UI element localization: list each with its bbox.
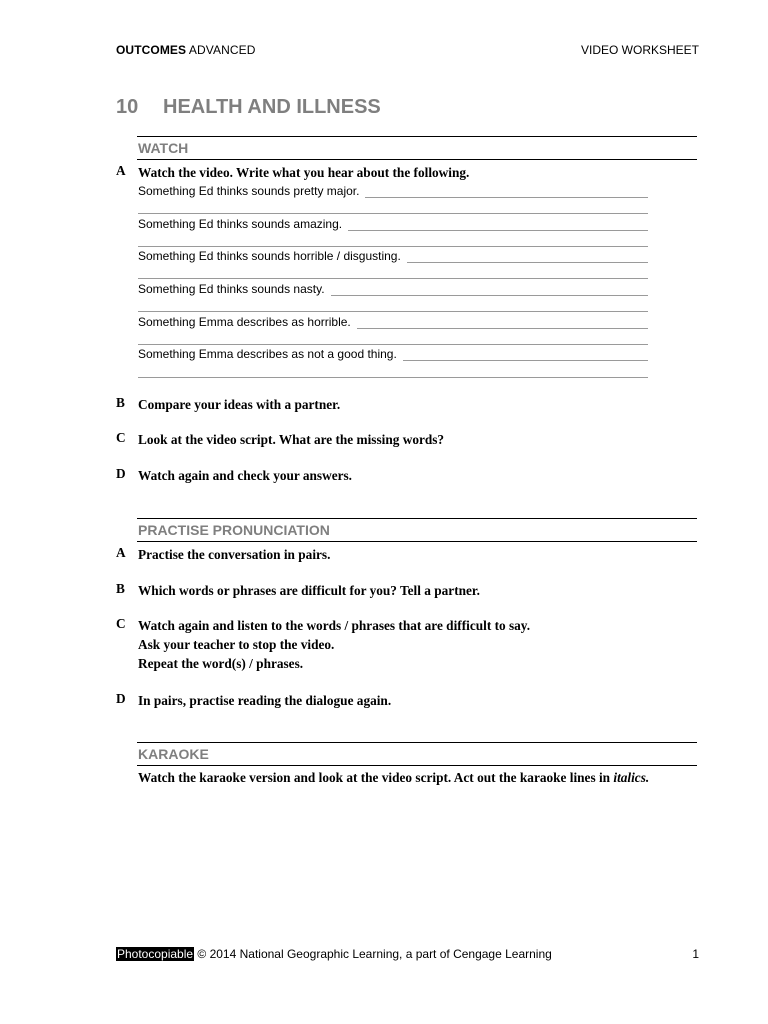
task-text: Which words or phrases are difficult for you? Tell a partner. <box>138 583 480 598</box>
prompt-row[interactable] <box>138 217 648 233</box>
answer-line[interactable] <box>138 278 648 279</box>
karaoke-instruction-text: Watch the karaoke version and look at the video script. Act out the karaoke lines in <box>138 770 614 785</box>
karaoke-instruction <box>138 769 698 786</box>
photocopiable-badge: Photocopiable <box>117 947 194 961</box>
task-text-line-3: Repeat the word(s) / phrases. <box>138 656 304 671</box>
prompt-row[interactable] <box>138 315 648 331</box>
pronunciation-section-heading <box>137 518 697 542</box>
header-brand-bold: OUTCOMES <box>116 43 187 57</box>
task-text: Watch again and check your answers. <box>138 468 353 483</box>
task-text: Watch the video. Write what you hear about the following. <box>138 165 470 180</box>
page-number: 1 <box>692 947 699 961</box>
unit-number: 10 <box>116 96 139 118</box>
task-text-line-2: Ask your teacher to stop the video. <box>138 637 335 652</box>
answer-line[interactable] <box>138 311 648 312</box>
pronunciation-heading-text: PRACTISE PRONUNCIATION <box>138 522 330 538</box>
unit-title-text: HEALTH AND ILLNESS <box>163 96 381 118</box>
task-text: In pairs, practise reading the dialogue again. <box>138 693 392 708</box>
karaoke-heading-text: KARAOKE <box>138 746 209 762</box>
task-letter: D <box>116 691 126 706</box>
header-worksheet-type: VIDEO WORKSHEET <box>580 43 699 57</box>
answer-line[interactable] <box>138 213 648 214</box>
header-brand-level: ADVANCED <box>186 43 256 57</box>
prompt-label: Something Ed thinks sounds nasty. <box>138 282 331 296</box>
task-letter: A <box>116 545 126 560</box>
task-text: Look at the video script. What are the missing words? <box>138 432 445 447</box>
prompt-row[interactable] <box>138 347 648 363</box>
prompt-row[interactable] <box>138 249 648 265</box>
task-letter: C <box>116 616 126 631</box>
task-letter: A <box>116 163 126 178</box>
prompt-row[interactable] <box>138 184 648 200</box>
watch-heading-text: WATCH <box>138 140 189 156</box>
prompt-label: Something Ed thinks sounds horrible / disgusting. <box>138 249 407 263</box>
answer-line[interactable] <box>138 377 648 378</box>
prompt-label: Something Emma describes as not a good thing. <box>138 347 403 361</box>
karaoke-instruction-italic: italics. <box>613 770 650 785</box>
task-letter: C <box>116 430 126 445</box>
prompt-label: Something Emma describes as horrible. <box>138 315 357 329</box>
copyright-text: © 2014 National Geographic Learning, a part of Cengage Learning <box>194 947 552 961</box>
task-letter: B <box>116 581 125 596</box>
unit-title <box>116 96 381 119</box>
watch-section-heading <box>137 136 697 160</box>
task-letter: D <box>116 466 126 481</box>
prompt-label: Something Ed thinks sounds amazing. <box>138 217 348 231</box>
footer-copyright <box>116 947 552 961</box>
task-text: Compare your ideas with a partner. <box>138 397 341 412</box>
task-text: Practise the conversation in pairs. <box>138 547 331 562</box>
header-brand <box>116 43 256 57</box>
task-letter: B <box>116 395 125 410</box>
prompt-row[interactable] <box>138 282 648 298</box>
answer-line[interactable] <box>138 344 648 345</box>
answer-line[interactable] <box>138 246 648 247</box>
prompt-label: Something Ed thinks sounds pretty major. <box>138 184 365 198</box>
karaoke-section-heading <box>137 742 697 766</box>
task-text-line-1: Watch again and listen to the words / phrases that are difficult to say. <box>138 618 531 633</box>
